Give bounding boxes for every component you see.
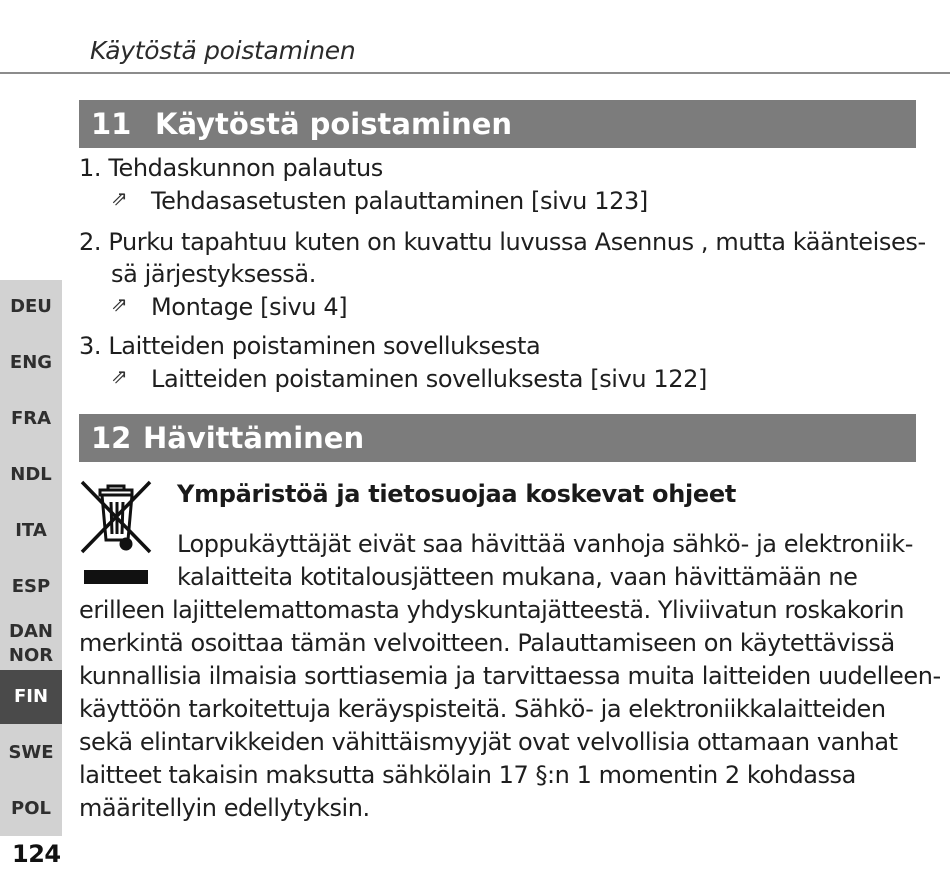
environment-heading: Ympäristöä ja tietosuojaa koskevat ohjeet xyxy=(177,480,737,508)
language-tab-pol[interactable]: POL xyxy=(11,798,51,819)
section-11-heading xyxy=(79,100,916,148)
step-3-text: 3. Laitteiden poistaminen sovelluksesta xyxy=(79,332,541,360)
step-2-text-continued: sä järjestyksessä. xyxy=(111,260,316,288)
step-2-text: 2. Purku tapahtuu kuten on kuvattu luvussa Asennus , mutta käänteises- xyxy=(79,228,926,256)
reference-label: Laitteiden poistaminen sovelluksesta [sivu 122] xyxy=(151,365,707,393)
body-line: käyttöön tarkoitettuja keräyspisteitä. Sähkö- ja elektroniikkalaitteiden xyxy=(79,695,886,723)
body-line: erilleen lajittelemattomasta yhdyskuntajätteestä. Yliviivatun roskakorin xyxy=(79,596,905,624)
section-number: 11 xyxy=(91,107,132,141)
section-title: Hävittäminen xyxy=(143,421,365,455)
body-line: kalaitteita kotitalousjätteen mukana, vaan hävittämään ne xyxy=(177,563,858,591)
body-line: laitteet takaisin maksutta sähkölain 17 §:n 1 momentin 2 kohdassa xyxy=(79,761,856,789)
section-title: Käytöstä poistaminen xyxy=(155,107,513,141)
link-arrow-icon: ⇗ xyxy=(111,292,128,316)
language-tab-eng[interactable]: ENG xyxy=(9,352,53,373)
crossed-out-wheelie-bin-icon xyxy=(78,478,154,556)
language-tab-deu[interactable]: DEU xyxy=(10,296,52,317)
step-1-text: 1. Tehdaskunnon palautus xyxy=(79,154,383,182)
body-line: sekä elintarvikkeiden vähittäismyyjät ovat velvollisia ottamaan vanhat xyxy=(79,728,898,756)
running-header: Käytöstä poistaminen xyxy=(90,36,356,65)
step-3-reference-link[interactable] xyxy=(111,363,707,395)
language-tab-swe[interactable]: SWE xyxy=(8,742,54,763)
section-number: 12 xyxy=(91,421,132,455)
header-divider xyxy=(0,72,950,74)
body-line: kunnallisia ilmaisia sorttiasemia ja tarvittaessa muita laitteiden uudelleen- xyxy=(79,662,941,690)
language-tab-ita[interactable]: ITA xyxy=(15,520,47,541)
weee-underline-bar xyxy=(84,570,148,584)
body-line: merkintä osoittaa tämän velvoitteen. Palauttamiseen on käytettävissä xyxy=(79,629,895,657)
language-tab-esp[interactable]: ESP xyxy=(11,576,51,597)
reference-label: Tehdasasetusten palauttaminen [sivu 123] xyxy=(151,187,648,215)
language-tab-fra[interactable]: FRA xyxy=(10,408,52,429)
page-number: 124 xyxy=(12,840,61,868)
link-arrow-icon: ⇗ xyxy=(111,364,128,388)
section-12-heading xyxy=(79,414,916,462)
reference-label: Montage [sivu 4] xyxy=(151,293,348,321)
step-1-reference-link[interactable] xyxy=(111,185,648,217)
language-tab-dan[interactable]: DAN xyxy=(9,621,53,642)
step-2-reference-link[interactable] xyxy=(111,291,347,323)
link-arrow-icon: ⇗ xyxy=(111,186,128,210)
body-line: määritellyin edellytyksin. xyxy=(79,794,370,822)
language-tab-ndl[interactable]: NDL xyxy=(10,464,52,485)
language-tab-nor[interactable]: NOR xyxy=(8,645,54,666)
body-line: Loppukäyttäjät eivät saa hävittää vanhoja sähkö- ja elektroniik- xyxy=(177,530,913,558)
language-tab-fin-active[interactable]: FIN xyxy=(0,670,62,724)
